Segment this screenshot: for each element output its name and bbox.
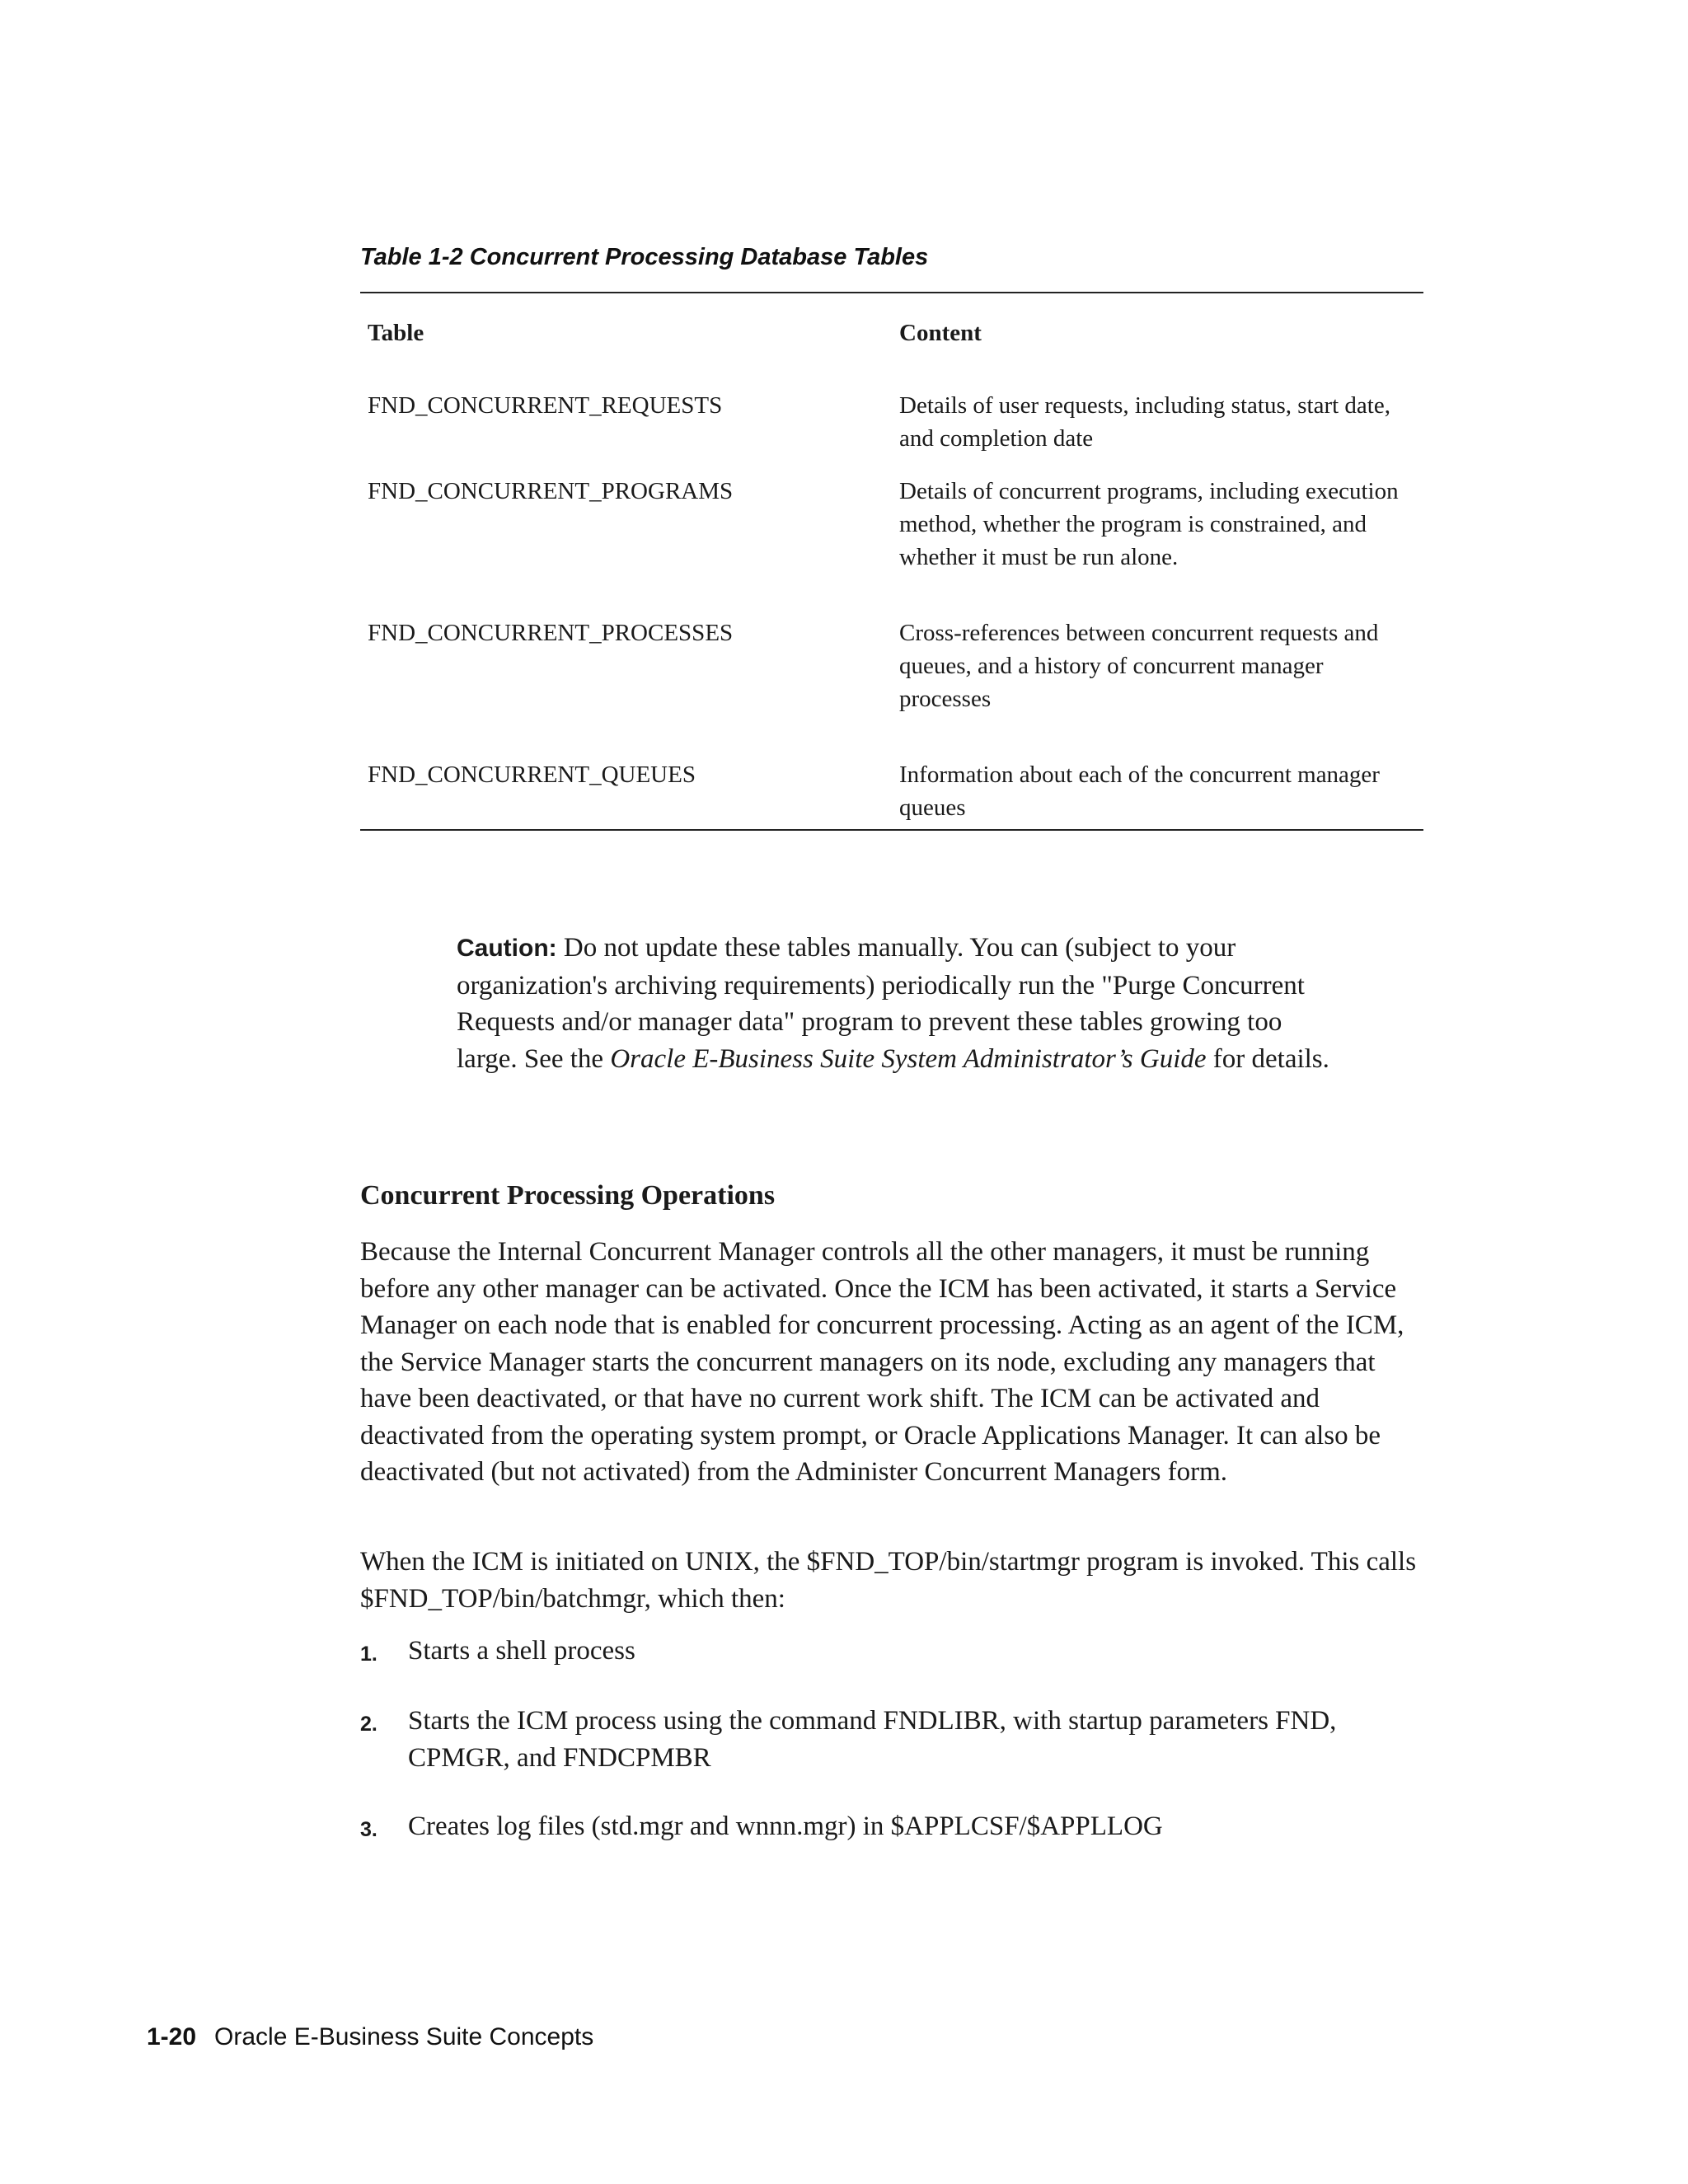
- header-content: Content: [899, 320, 982, 346]
- list-item-number: 2.: [360, 1713, 377, 1736]
- table-content-cell: Information about each of the concurrent manager queues: [899, 762, 1380, 821]
- list-item-number: 3.: [360, 1818, 377, 1841]
- list-item-text: Creates log files (std.mgr and wnnn.mgr) in $APPLCSF/$APPLLOG: [408, 1811, 1163, 1841]
- caution-text-before: Do not update these tables manually. You can (subject to your organization's archiving requirements) periodically run the "Purge Concurrent Requests and/or manager data" program to prevent these tables growing too large. See the: [457, 933, 1305, 1074]
- table-name-cell: FND_CONCURRENT_QUEUES: [368, 762, 696, 788]
- table-header-row: [360, 293, 1423, 369]
- table-content-cell: Details of concurrent programs, including execution method, whether the program is constrained, and whether it must be run alone.: [899, 478, 1399, 570]
- table-name-cell: FND_CONCURRENT_REQUESTS: [368, 392, 723, 419]
- list-item-number: 1.: [360, 1643, 377, 1666]
- table-row: [360, 369, 1423, 475]
- caution-note: [457, 930, 1330, 1077]
- caution-label: Caution:: [457, 935, 557, 962]
- book-title: Oracle E-Business Suite Concepts: [214, 2023, 594, 2050]
- list-item: [360, 1703, 1432, 1776]
- page-number: 1-20: [147, 2023, 197, 2050]
- list-item-text: Starts the ICM process using the command FNDLIBR, with startup parameters FND, CPMGR, and FNDCPMBR: [408, 1706, 1337, 1773]
- list-item-text: Starts a shell process: [408, 1636, 635, 1666]
- body-paragraph: Because the Internal Concurrent Manager controls all the other managers, it must be running before any other manager can be activated. Once the ICM has been activated, it starts a Service Manager on each node that is enabled for concurrent processing. Acting as an agent of the ICM, the Service Manager starts the concurrent managers on its node, excluding any managers that have been deactivated, or that have no current work shift. The ICM can be activated and deactivated from the operating system prompt, or Oracle Applications Manager. It can also be deactivated (but not activated) from the Administer Concurrent Managers form.: [360, 1237, 1404, 1487]
- guide-title: Oracle E-Business Suite System Administrator’s Guide: [610, 1043, 1207, 1074]
- list-item: [360, 1633, 1432, 1673]
- table-caption: Table 1-2 Concurrent Processing Database Tables: [360, 244, 929, 270]
- table-content-cell: Details of user requests, including status, start date, and completion date: [899, 392, 1390, 452]
- page-footer: [147, 2023, 593, 2051]
- table-name-cell: FND_CONCURRENT_PROGRAMS: [368, 478, 734, 504]
- list-item: [360, 1808, 1432, 1849]
- concurrent-processing-tables: [360, 292, 1423, 831]
- caution-text-after: for details.: [1206, 1043, 1329, 1074]
- section-heading: Concurrent Processing Operations: [360, 1180, 776, 1211]
- table-content-cell: Cross-references between concurrent requests and queues, and a history of concurrent manager processes: [899, 620, 1379, 712]
- table-row: [360, 758, 1423, 829]
- table-row: [360, 616, 1423, 758]
- table-row: [360, 475, 1423, 616]
- header-table: Table: [368, 320, 424, 346]
- body-paragraph: When the ICM is initiated on UNIX, the $FND_TOP/bin/startmgr program is invoked. This calls $FND_TOP/bin/batchmgr, which then:: [360, 1547, 1417, 1614]
- table-name-cell: FND_CONCURRENT_PROCESSES: [368, 620, 734, 646]
